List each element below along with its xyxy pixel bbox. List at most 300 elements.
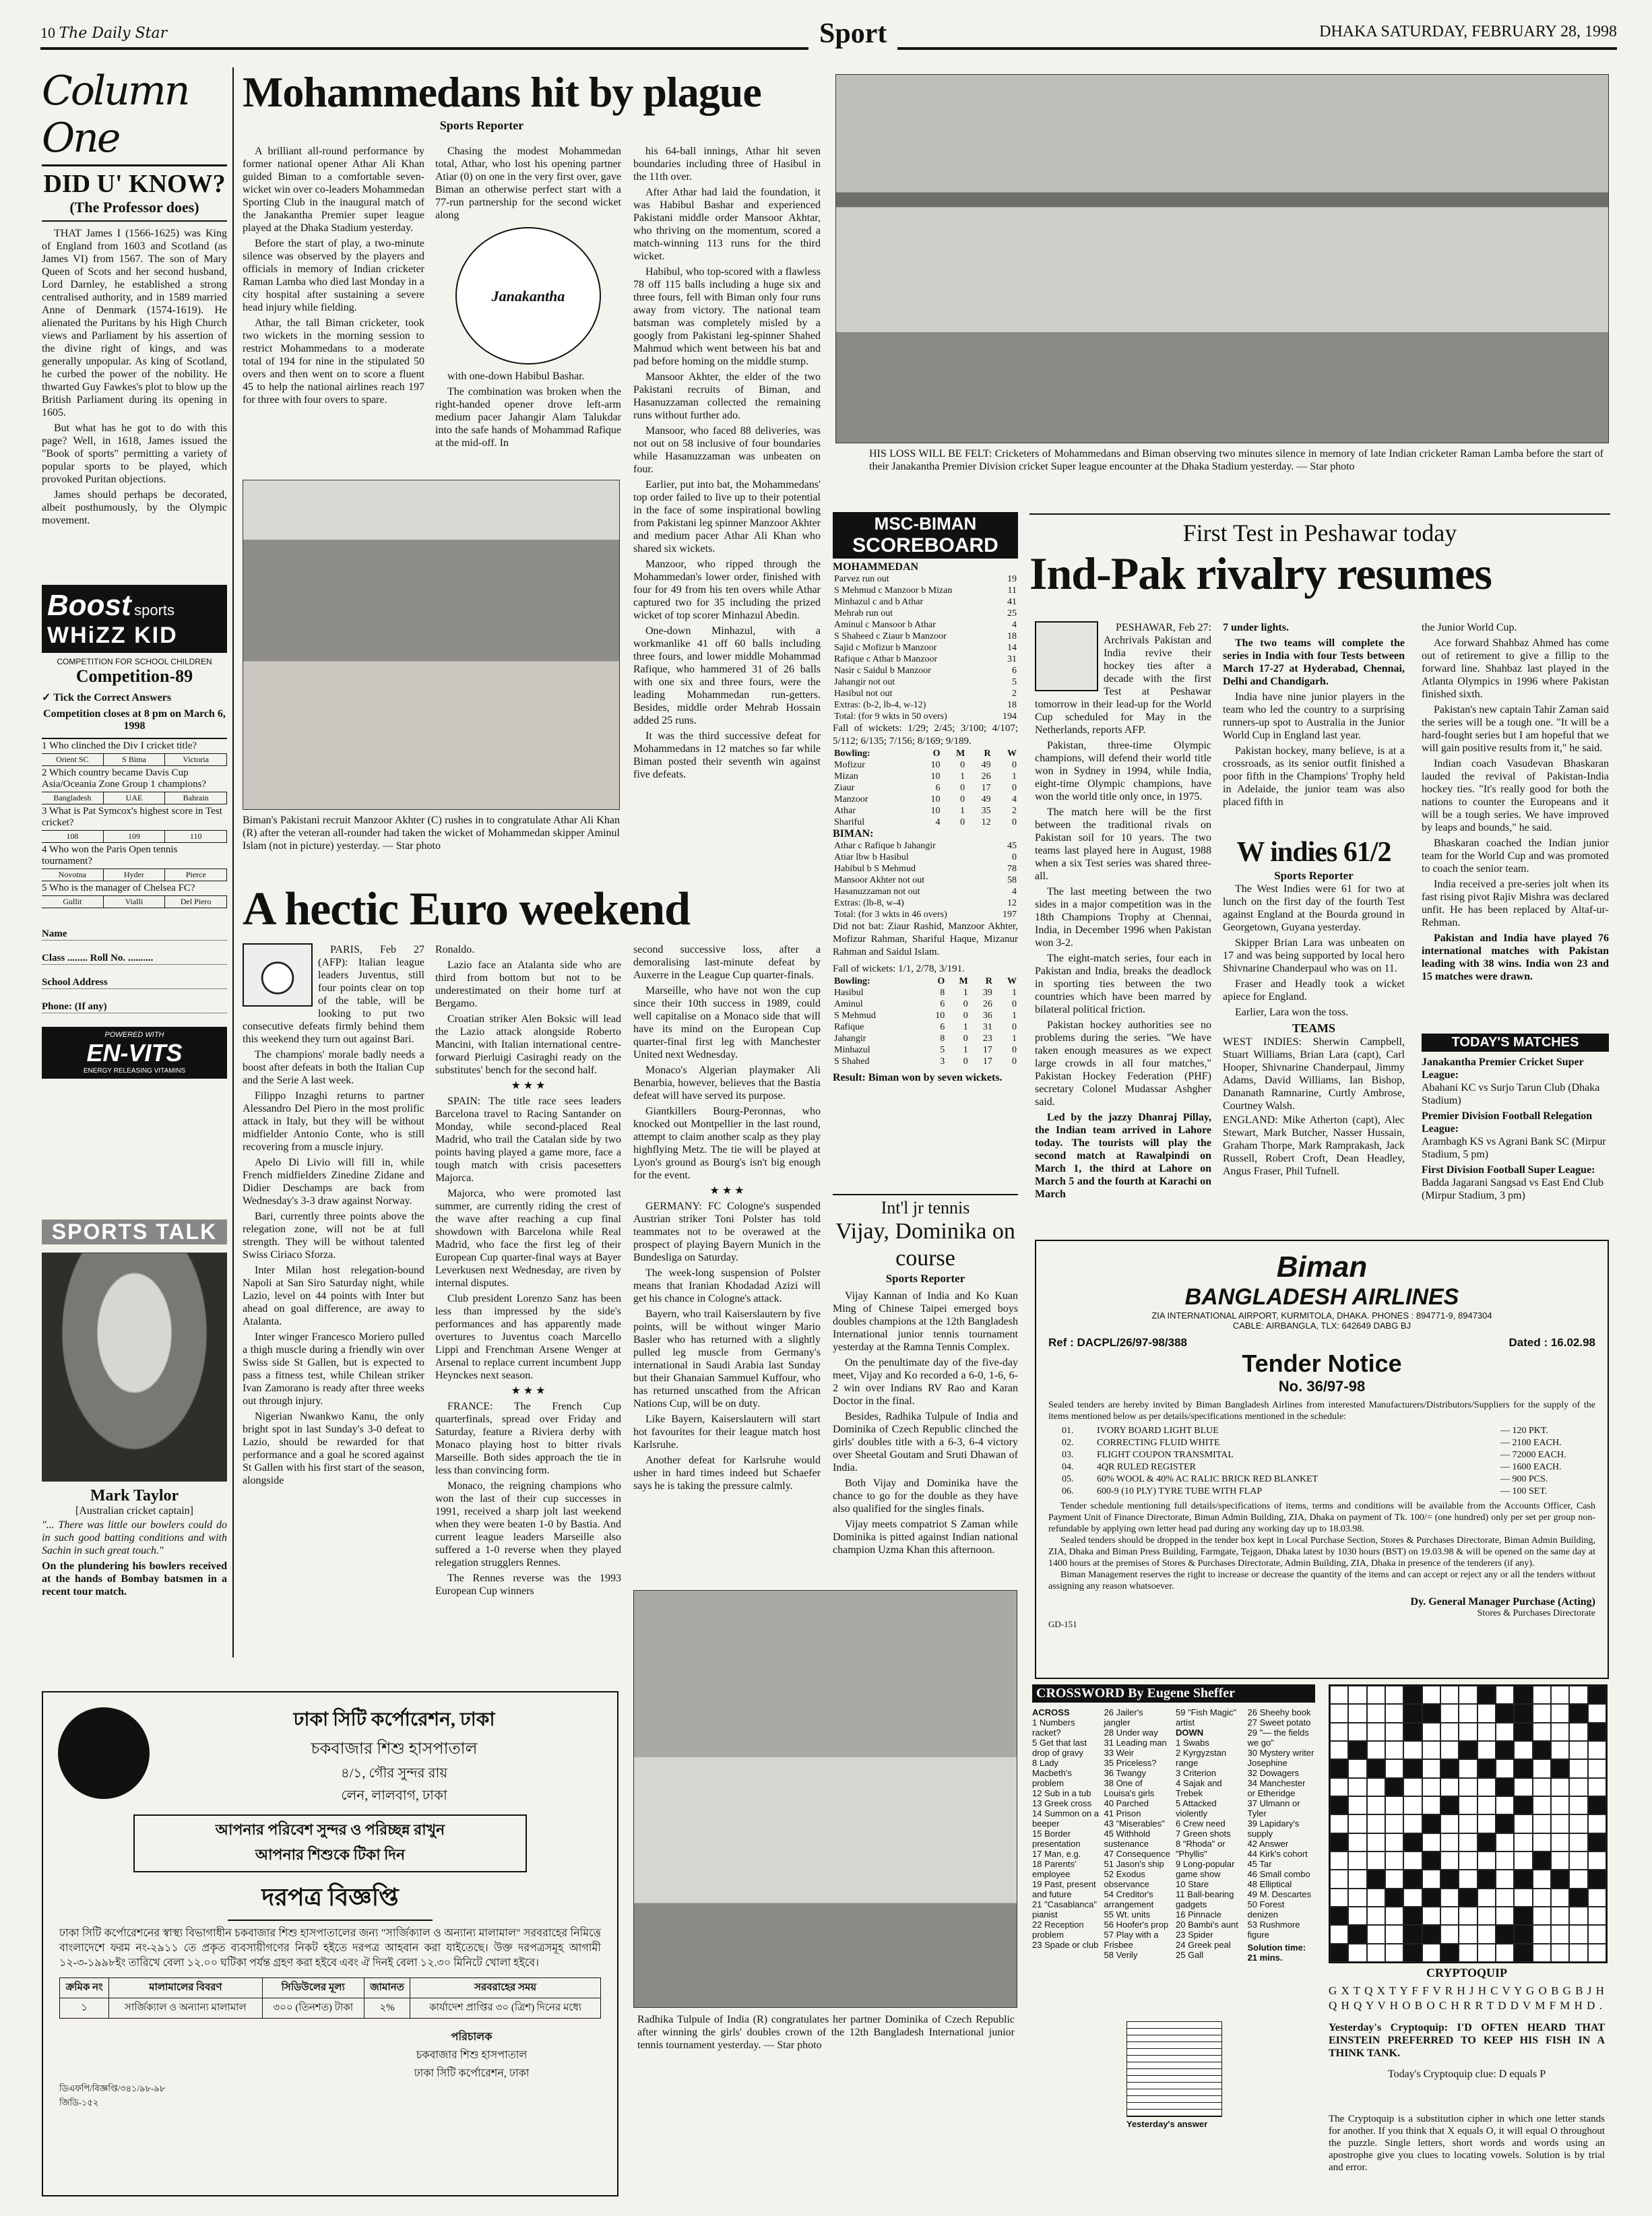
item-quantity: — 1600 EACH.: [1500, 1462, 1562, 1472]
biman-tender-notice: [1035, 1240, 1609, 1679]
score-row: [833, 619, 1018, 631]
crossword-cell[interactable]: [1348, 1778, 1366, 1796]
crossword-cell[interactable]: [1569, 1851, 1587, 1870]
crossword-cell[interactable]: [1440, 1741, 1459, 1759]
crossword-cell[interactable]: [1459, 1778, 1477, 1796]
crossword-cell[interactable]: [1551, 1723, 1569, 1741]
crossword-cell[interactable]: [1514, 1833, 1532, 1851]
bowling-row: [833, 1033, 1018, 1044]
crossword-cell[interactable]: [1533, 1704, 1551, 1722]
crossword-cell[interactable]: [1422, 1686, 1440, 1704]
crossword-cell[interactable]: [1588, 1907, 1606, 1925]
paragraph: Like Bayern, Kaiserslautern will start hot favourites for their league match host Karlsruhe.: [633, 1414, 821, 1451]
crossword-cell: [1422, 1889, 1440, 1907]
crossword-cell[interactable]: [1422, 1723, 1440, 1741]
crossword-cell[interactable]: [1367, 1778, 1385, 1796]
crossword-cell[interactable]: [1569, 1741, 1587, 1759]
crossword-cell[interactable]: [1551, 1814, 1569, 1833]
cryptoquip-puzzle: G X T Q X T Y F F V R H J H C V Y G O B G B J H Q H Q Y V H O B O C H R R T D D V M F M H D .: [1329, 1984, 1605, 2012]
speaker-role: [Australian cricket captain]: [75, 1505, 194, 1517]
down-clue: 10 Stare: [1176, 1879, 1209, 1889]
crossword-cell[interactable]: [1367, 1907, 1385, 1925]
crossword-cell: [1403, 1907, 1422, 1925]
crossword-cell[interactable]: [1514, 1814, 1532, 1833]
crossword-cell[interactable]: [1588, 1778, 1606, 1796]
crossword-cell[interactable]: [1385, 1723, 1403, 1741]
crossword-cell[interactable]: [1385, 1704, 1403, 1722]
score-row: [833, 676, 1018, 688]
across-clue: 14 Summon on a beeper: [1032, 1808, 1100, 1829]
answer-option[interactable]: Novotna: [42, 869, 104, 881]
crossword-cell[interactable]: [1588, 1925, 1606, 1943]
crossword-cell[interactable]: [1459, 1925, 1477, 1943]
paragraph: Chasing the modest Mohammedan total, Athar, who lost his opening partner Atiar (0) on one in the very first over, gave Biman an otherwise perfect start with a 77-run partnership for the second wicket along: [435, 146, 621, 221]
crossword-cell[interactable]: [1533, 1778, 1551, 1796]
crossword-cell[interactable]: [1533, 1814, 1551, 1833]
crossword-cell[interactable]: [1496, 1759, 1514, 1777]
crossword-cell[interactable]: [1459, 1944, 1477, 1962]
crossword-cell[interactable]: [1569, 1925, 1587, 1943]
crossword-cell[interactable]: [1330, 1778, 1348, 1796]
crossword-cell[interactable]: [1569, 1686, 1587, 1704]
crossword-cell[interactable]: [1348, 1723, 1366, 1741]
crossword-cell[interactable]: [1533, 1944, 1551, 1962]
bowling-cell: 0: [963, 1034, 968, 1044]
crossword-cell[interactable]: [1440, 1907, 1459, 1925]
crossword-cell[interactable]: [1514, 1889, 1532, 1907]
paragraph: The champions' morale badly needs a boost after defeats in both the Italian Cup and the Serie A last week.: [243, 1049, 424, 1086]
across-clue: 56 Hoofer's prop: [1104, 1920, 1169, 1930]
crossword-cell[interactable]: [1569, 1759, 1587, 1777]
crossword-cell: [1403, 1723, 1422, 1741]
bowling-table: [833, 748, 1018, 828]
crossword-cell[interactable]: [1330, 1870, 1348, 1888]
crossword-cell[interactable]: [1403, 1851, 1422, 1870]
down-clue: 23 Spider: [1176, 1930, 1213, 1940]
match-fixture: Abahani KC vs Surjo Tarun Club (Dhaka Stadium): [1422, 1082, 1600, 1106]
crossword-cell[interactable]: [1348, 1833, 1366, 1851]
crossword-cell[interactable]: [1551, 1925, 1569, 1943]
biman-logo: Biman BANGLADESH AIRLINES: [1184, 1251, 1459, 1310]
crossword-cell[interactable]: [1496, 1851, 1514, 1870]
across-clue: 17 Man, e.g.: [1032, 1849, 1081, 1859]
crossword-cell[interactable]: [1348, 1796, 1366, 1814]
paragraph: Pakistan and India have played 76 international matches with Pakistan leading with 38 wins. India won 23 and 15 matches were drawn.: [1422, 932, 1609, 982]
crossword-cell[interactable]: [1569, 1723, 1587, 1741]
answer-option[interactable]: 108: [42, 831, 104, 842]
crossword-cell[interactable]: [1459, 1870, 1477, 1888]
crossword-cell[interactable]: [1551, 1889, 1569, 1907]
answer-option[interactable]: Gullit: [42, 896, 104, 908]
crossword-cell[interactable]: [1440, 1851, 1459, 1870]
crossword-cell[interactable]: [1514, 1778, 1532, 1796]
crossword-cell: [1367, 1759, 1385, 1777]
crossword-cell[interactable]: [1422, 1741, 1440, 1759]
crossword-cell[interactable]: [1367, 1741, 1385, 1759]
ad-table: [59, 1977, 601, 2019]
score-value: 18: [1007, 700, 1017, 710]
crossword-cell[interactable]: [1478, 1723, 1496, 1741]
answer-option[interactable]: Vialli: [104, 896, 166, 908]
crossword-cell: [1348, 1925, 1366, 1943]
crossword-cell[interactable]: [1367, 1723, 1385, 1741]
answer-option[interactable]: Del Piero: [165, 896, 227, 908]
bowling-cell: Hasibul: [834, 988, 864, 998]
crossword-cell[interactable]: [1422, 1907, 1440, 1925]
crossword-cell[interactable]: [1478, 1704, 1496, 1722]
bowling-cell: 1: [1012, 988, 1017, 998]
crossword-cell[interactable]: [1403, 1796, 1422, 1814]
crossword-cell[interactable]: [1478, 1889, 1496, 1907]
crossword-cell[interactable]: [1496, 1796, 1514, 1814]
crossword-cell[interactable]: [1588, 1814, 1606, 1833]
football-icon: [243, 943, 313, 1007]
crossword-cell[interactable]: [1403, 1741, 1422, 1759]
paragraph: One-down Minhazul, with a workmanlike 41 off 60 balls including three fours, and lower middle Mohammad Rafique, who hammered 31 of 26 balls with one six and three fours, were the leading Mohammedan run-getters. Besides, middle order Mehrab Hossain added 25 runs.: [633, 625, 821, 726]
answer-option[interactable]: Victoria: [165, 754, 227, 765]
crossword-cell[interactable]: [1478, 1796, 1496, 1814]
paragraph: Earlier, Lara won the toss.: [1235, 1007, 1349, 1018]
crossword-cell[interactable]: [1533, 1686, 1551, 1704]
crossword-cell[interactable]: [1385, 1759, 1403, 1777]
crossword-cell[interactable]: [1459, 1851, 1477, 1870]
crossword-cell[interactable]: [1588, 1741, 1606, 1759]
match-fixture: Arambagh KS vs Agrani Bank SC (Mirpur Stadium, 5 pm): [1422, 1136, 1606, 1160]
crossword-cell[interactable]: [1422, 1870, 1440, 1888]
crossword-cell[interactable]: [1588, 1759, 1606, 1777]
crossword-cell: [1440, 1944, 1459, 1962]
crossword-cell[interactable]: [1403, 1814, 1422, 1833]
crossword-cell[interactable]: [1385, 1686, 1403, 1704]
crossword-cell[interactable]: [1440, 1925, 1459, 1943]
crossword-cell[interactable]: [1385, 1851, 1403, 1870]
crossword-cell: [1588, 1833, 1606, 1851]
windies-story: [1223, 835, 1405, 1178]
crossword-cell[interactable]: [1551, 1741, 1569, 1759]
crossword-cell[interactable]: [1330, 1704, 1348, 1722]
down-clue: 27 Sweet potato: [1247, 1717, 1311, 1728]
crossword-cell[interactable]: [1551, 1944, 1569, 1962]
ad-table-head-cell: সিডিউলের মূল্য: [262, 1978, 364, 1998]
score-row: [833, 863, 1018, 875]
crossword-cell[interactable]: [1533, 1759, 1551, 1777]
bowling-cell: Rafique: [834, 1022, 864, 1032]
score-label: Nasir c Saidul b Manzoor: [834, 666, 931, 676]
crossword-cell[interactable]: [1533, 1889, 1551, 1907]
crossword-cell[interactable]: [1422, 1759, 1440, 1777]
dateline: DHAKA SATURDAY, FEBRUARY 28, 1998: [1319, 23, 1617, 40]
crossword-cell[interactable]: [1478, 1741, 1496, 1759]
crossword-cell[interactable]: [1440, 1686, 1459, 1704]
down-heading: DOWN: [1176, 1728, 1204, 1738]
crossword-cell: [1551, 1759, 1569, 1777]
tender-date: Dated : 16.02.98: [1508, 1336, 1595, 1349]
down-clue: 8 "Rhoda" or "Phyllis": [1176, 1839, 1226, 1859]
down-clue: 44 Kirk's cohort: [1247, 1849, 1308, 1859]
crossword-cell[interactable]: [1551, 1778, 1569, 1796]
crossword-cell[interactable]: [1459, 1686, 1477, 1704]
crossword-cell[interactable]: [1533, 1870, 1551, 1888]
answer-option[interactable]: Hyder: [104, 869, 166, 881]
crossword-cell[interactable]: [1385, 1925, 1403, 1943]
score-value: 14: [1007, 643, 1017, 653]
crossword-cell[interactable]: [1385, 1870, 1403, 1888]
bowling-cell: 49: [981, 760, 991, 770]
paragraph: Bari, currently three points above the relegation zone, will not be at full strength. They will be without talented Swiss Ciriaco Sforza.: [243, 1211, 424, 1261]
crossword-cell[interactable]: [1422, 1833, 1440, 1851]
crossword-cell[interactable]: [1385, 1944, 1403, 1962]
crossword-cell[interactable]: [1533, 1723, 1551, 1741]
across-clue: 52 Exodus observance: [1104, 1869, 1149, 1889]
crossword-cell[interactable]: [1551, 1851, 1569, 1870]
quiz-question: [42, 766, 227, 804]
crossword-cell[interactable]: [1330, 1814, 1348, 1833]
crossword-cell[interactable]: [1533, 1907, 1551, 1925]
crossword-cell[interactable]: [1330, 1925, 1348, 1943]
crossword-cell[interactable]: [1514, 1741, 1532, 1759]
crossword-cell[interactable]: [1440, 1704, 1459, 1722]
down-clue: 32 Dowagers: [1247, 1768, 1300, 1778]
crossword-cell[interactable]: [1348, 1889, 1366, 1907]
across-clue: 31 Leading man: [1104, 1738, 1167, 1748]
crossword-cell[interactable]: [1459, 1814, 1477, 1833]
paragraph: On the penultimate day of the five-day meet, Vijay and Ko recorded a 6-0, 1-6, 6-2 win over Indians RV Rao and Karan Doctor in the final.: [833, 1357, 1018, 1407]
crossword-cell[interactable]: [1496, 1870, 1514, 1888]
bowling-head-cell: R: [984, 749, 991, 759]
crossword-cell[interactable]: [1459, 1723, 1477, 1741]
crossword-cell[interactable]: [1478, 1907, 1496, 1925]
solution-time: Solution time: 21 mins.: [1247, 1942, 1306, 1963]
quiz-question: [42, 881, 227, 908]
team-name: BIMAN:: [833, 828, 874, 840]
crossword-cell[interactable]: [1533, 1796, 1551, 1814]
crossword-cell[interactable]: [1330, 1851, 1348, 1870]
crossword-cell[interactable]: [1330, 1686, 1348, 1704]
score-label: Total: (for 9 wkts in 50 overs): [834, 711, 947, 722]
crossword-cell[interactable]: [1551, 1704, 1569, 1722]
answer-option[interactable]: Orient SC: [42, 754, 104, 765]
bowling-cell: S Shahed: [834, 1056, 870, 1067]
paragraph: Pakistan hockey, many believe, is at a crossroads, as its senior outfit finished a poor fifth in the Champions' Trophy held in Adelaide, the junior team was also placed fifth in: [1223, 745, 1405, 808]
paragraph: Club president Lorenzo Sanz has been less than impressed by the side's performances and has apparently made overtures to Juventus coach Marcello Lippi and Frenchman Arsene Wenger at Arsenal to replace current incumbent Jupp Heynckes next season.: [435, 1293, 621, 1381]
crossword-cell: [1514, 1686, 1532, 1704]
crossword-cell[interactable]: [1478, 1851, 1496, 1870]
crossword-cell[interactable]: [1551, 1907, 1569, 1925]
crossword-cell[interactable]: [1569, 1833, 1587, 1851]
crossword-cell[interactable]: [1588, 1851, 1606, 1870]
crossword-cell[interactable]: [1367, 1686, 1385, 1704]
fall-of-wickets: Fall of wickets: 1/29; 2/45; 3/100; 4/107; 5/112; 6/135; 7/156; 8/169; 9/189.: [833, 723, 1018, 747]
item-number: 01.: [1062, 1426, 1074, 1436]
crossword-cell[interactable]: [1367, 1796, 1385, 1814]
crossword-cell: [1496, 1925, 1514, 1943]
crossword-cell[interactable]: [1348, 1759, 1366, 1777]
paragraph: Vijay meets compatriot S Zaman while Dominika is pitted against Indian national champion Uzma Khan this afternoon.: [833, 1519, 1018, 1556]
score-row: [833, 665, 1018, 676]
crossword-cell[interactable]: [1348, 1814, 1366, 1833]
score-label: Minhazul c and b Athar: [834, 597, 924, 607]
crossword-cell: [1367, 1870, 1385, 1888]
crossword-cell[interactable]: [1367, 1889, 1385, 1907]
crossword-cell[interactable]: [1348, 1870, 1366, 1888]
match-competition: Janakantha Premier Cricket Super League:: [1422, 1056, 1584, 1081]
crossword-cell[interactable]: [1385, 1796, 1403, 1814]
crossword-cell[interactable]: [1514, 1851, 1532, 1870]
crossword-cell[interactable]: [1385, 1907, 1403, 1925]
column-one-title: Column One: [42, 67, 189, 162]
crossword-cell[interactable]: [1440, 1778, 1459, 1796]
crossword-cell[interactable]: [1348, 1704, 1366, 1722]
crossword-cell: [1385, 1889, 1403, 1907]
teams-heading: TEAMS: [1292, 1021, 1335, 1035]
crossword-cell[interactable]: [1496, 1944, 1514, 1962]
crossword-cell[interactable]: [1385, 1741, 1403, 1759]
ad-code: GD-151: [1048, 1619, 1077, 1629]
item-description: 4QR RULED REGISTER: [1097, 1462, 1196, 1472]
crossword-cell[interactable]: [1348, 1851, 1366, 1870]
crossword-cell[interactable]: [1385, 1814, 1403, 1833]
crossword-cell[interactable]: [1367, 1925, 1385, 1943]
crossword-cell[interactable]: [1569, 1814, 1587, 1833]
crossword-cell[interactable]: [1569, 1944, 1587, 1962]
scoreboard: [833, 512, 1018, 1084]
crossword-cell[interactable]: [1569, 1796, 1587, 1814]
article-column: [435, 145, 621, 452]
bowling-cell: 35: [981, 806, 991, 816]
paragraph: Mansoor, who faced 88 deliveries, was not out on 58 inclusive of four boundaries while Hasanuzzaman was unbeaten on four.: [633, 425, 821, 475]
answer-option[interactable]: S Bima: [104, 754, 166, 765]
down-clue: 7 Green shots: [1176, 1829, 1231, 1839]
item-quantity: — 2100 EACH.: [1500, 1438, 1562, 1448]
bowling-cell: 31: [982, 1022, 992, 1032]
crossword-cell[interactable]: [1330, 1723, 1348, 1741]
crossword-cell[interactable]: [1459, 1759, 1477, 1777]
crossword-cell: [1422, 1851, 1440, 1870]
crossword-grid: [1329, 1684, 1608, 1963]
crossword-cell[interactable]: [1551, 1796, 1569, 1814]
crossword-cell[interactable]: [1569, 1870, 1587, 1888]
crossword-cell[interactable]: [1348, 1907, 1366, 1925]
crossword-cell[interactable]: [1588, 1944, 1606, 1962]
crossword-cell[interactable]: [1330, 1741, 1348, 1759]
across-clue: 5 Get that last drop of gravy: [1032, 1738, 1087, 1758]
crossword-cell[interactable]: [1459, 1907, 1477, 1925]
crossword-cell[interactable]: [1459, 1704, 1477, 1722]
competition-for: COMPETITION FOR SCHOOL CHILDREN: [57, 657, 212, 666]
crossword-cell[interactable]: [1569, 1778, 1587, 1796]
bowling-row: [833, 794, 1018, 805]
crossword-cell[interactable]: [1478, 1814, 1496, 1833]
crossword-cell[interactable]: [1367, 1814, 1385, 1833]
ad-table-cell: সার্জিক্যাল ও অন্যান্য মালামাল: [109, 1998, 262, 2019]
score-value: 58: [1007, 875, 1017, 885]
answer-option[interactable]: UAE: [104, 792, 166, 804]
down-clue: 30 Mystery writer Josephine: [1247, 1748, 1314, 1768]
crossword-cell: [1533, 1851, 1551, 1870]
crossword-cell[interactable]: [1403, 1889, 1422, 1907]
crossword-cell: [1588, 1686, 1606, 1704]
ad-table-header: [60, 1978, 601, 1998]
crossword-cell[interactable]: [1403, 1778, 1422, 1796]
crossword-cell[interactable]: [1440, 1889, 1459, 1907]
paragraph: After Athar had laid the foundation, it was Habibul Bashar and experienced Pakistani middle order Mansoor Akhtar, who thriving on the momentum, scored a match-winning 113 runs for the third wicket.: [633, 187, 821, 262]
answer-option[interactable]: Bahrain: [165, 792, 227, 804]
score-label: S Shaheed c Ziaur b Manzoor: [834, 631, 947, 641]
bowling-cell: 1: [963, 1045, 968, 1055]
crossword-cell: [1496, 1741, 1514, 1759]
answer-option[interactable]: Bangladesh: [42, 792, 104, 804]
crossword-cell[interactable]: [1348, 1686, 1366, 1704]
answer-option[interactable]: 109: [104, 831, 166, 842]
crossword-cell[interactable]: [1496, 1723, 1514, 1741]
crossword-cell[interactable]: [1422, 1778, 1440, 1796]
crossword-cell[interactable]: [1348, 1944, 1366, 1962]
crossword-cell[interactable]: [1440, 1814, 1459, 1833]
bowling-cell: Minhazul: [834, 1045, 870, 1055]
crossword-cell[interactable]: [1367, 1833, 1385, 1851]
paragraph: second successive loss, after a demoralising last-minute defeat by Auxerre in the League Cup quarter-finals.: [633, 944, 821, 981]
crossword-cell[interactable]: [1551, 1686, 1569, 1704]
crossword-cell[interactable]: [1569, 1907, 1587, 1925]
score-label: Extras: (b-2, lb-4, w-12): [834, 700, 926, 710]
across-clue: 43 "Miserables": [1104, 1818, 1165, 1829]
crossword-cell[interactable]: [1496, 1686, 1514, 1704]
crossword-cell[interactable]: [1533, 1833, 1551, 1851]
crossword-cell[interactable]: [1478, 1925, 1496, 1943]
crossword-cell[interactable]: [1459, 1796, 1477, 1814]
across-clue: 38 One of Louisa's girls: [1104, 1778, 1155, 1798]
ad-table-row: [60, 1998, 601, 2019]
crossword-cell[interactable]: [1496, 1889, 1514, 1907]
crossword-cell[interactable]: [1367, 1851, 1385, 1870]
across-clue: 26 Jailer's jangler: [1104, 1707, 1143, 1728]
answer-option[interactable]: Pierce: [165, 869, 227, 881]
crossword-cell[interactable]: [1459, 1833, 1477, 1851]
bowling-cell: 6: [935, 783, 941, 793]
crossword-cell[interactable]: [1551, 1833, 1569, 1851]
crossword-cell: [1569, 1889, 1587, 1907]
crossword-cell[interactable]: [1496, 1833, 1514, 1851]
crossword-cell[interactable]: [1367, 1944, 1385, 1962]
crossword-cell: [1514, 1944, 1532, 1962]
paragraph: Fraser and Headly took a wicket apiece for England.: [1223, 978, 1405, 1003]
down-clue: 48 Elliptical: [1247, 1879, 1292, 1889]
crossword-cell[interactable]: [1533, 1925, 1551, 1943]
crossword-cell[interactable]: [1440, 1833, 1459, 1851]
crossword-cell[interactable]: [1422, 1944, 1440, 1962]
score-value: 31: [1007, 654, 1017, 664]
batting-table: [833, 573, 1018, 722]
tender-item-row: [1048, 1486, 1595, 1498]
crossword-cell[interactable]: [1588, 1704, 1606, 1722]
score-row: [833, 852, 1018, 863]
crossword-cell[interactable]: [1588, 1889, 1606, 1907]
crossword-cell[interactable]: [1422, 1796, 1440, 1814]
crossword-cell[interactable]: [1330, 1889, 1348, 1907]
paragraph: Giantkillers Bourg-Peronnas, who knocked out Montpellier in the last round, attempt to claim another scalp as they play highflying Metz. The tie will be played at Lyon's ground as Bourg's isn't big enough for the event.: [633, 1106, 821, 1181]
crossword-cell[interactable]: [1440, 1723, 1459, 1741]
crossword-cell[interactable]: [1385, 1833, 1403, 1851]
headline: Vijay, Dominika on course: [835, 1219, 1015, 1271]
item-number: 04.: [1062, 1462, 1074, 1472]
crossword-cell[interactable]: [1478, 1944, 1496, 1962]
crossword-cell[interactable]: [1367, 1704, 1385, 1722]
crossword-cell: [1514, 1796, 1532, 1814]
ad-address: ৪/১, গৌর সুন্দর রায়: [340, 1766, 448, 1781]
crossword-cell[interactable]: [1496, 1907, 1514, 1925]
answer-option[interactable]: 110: [165, 831, 227, 842]
crossword-cell[interactable]: [1478, 1778, 1496, 1796]
